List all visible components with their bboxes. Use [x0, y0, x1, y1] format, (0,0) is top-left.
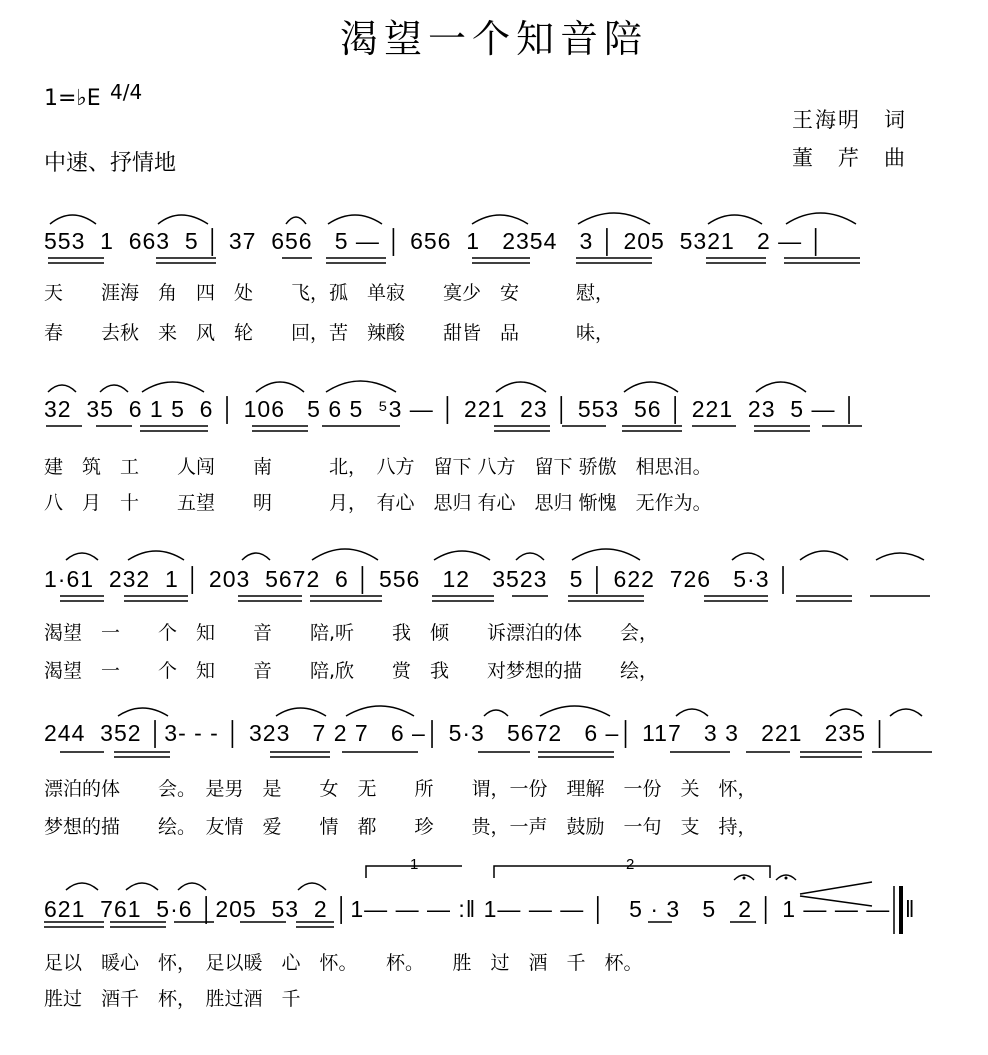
lyrics-line-5-verse-1: 足以 暖心 怀， 足以暖 心 怀。 杯。 胜 过 酒 千 杯。	[44, 952, 643, 974]
lyrics-line-5-verse-2: 胜过 酒千 杯， 胜过酒 千	[44, 988, 301, 1010]
slur-mark	[100, 385, 128, 392]
slur-mark	[142, 382, 204, 392]
slur-mark	[578, 213, 650, 224]
slur-mark	[830, 709, 862, 716]
slur-mark	[178, 883, 206, 890]
composer-credit: 董 芹 曲	[792, 146, 907, 170]
slur-mark	[484, 710, 508, 716]
key-signature: 1=♭E	[44, 86, 101, 111]
slur-mark	[890, 709, 922, 716]
fermata-dot	[743, 877, 746, 880]
slur-mark	[158, 215, 208, 224]
slur-mark	[276, 708, 326, 716]
slur-mark	[540, 706, 610, 716]
slur-mark	[48, 385, 76, 392]
slur-mark	[732, 553, 764, 560]
slur-mark	[286, 217, 306, 224]
notation-line-3: 1·61 232 1 │ 203 5672 6 │ 556 12 3523 5 │ 622 726 5·3 │	[44, 566, 793, 592]
slur-mark	[434, 551, 490, 560]
slur-mark	[326, 381, 396, 392]
tempo-marking: 中速、抒情地	[44, 151, 177, 176]
lyrics-line-4-verse-2: 梦想的描 绘。 友情 爱 情 都 珍 贵，一声 鼓励 一句 支 持，	[44, 816, 757, 838]
lyrics-line-1-verse-1: 天 涯海 角 四 处 飞，孤 单寂 寞少 安 慰，	[44, 282, 615, 304]
slur-mark	[624, 382, 678, 392]
slur-mark	[346, 706, 414, 716]
notation-line-2: 32 35 6 1 5 6 │ 106 5 6 5 ⁵3 — │ 221 23 │ 553 56 │ 221 23 5 — │	[44, 396, 859, 422]
slur-mark	[472, 215, 528, 224]
fermata-dot	[785, 877, 788, 880]
slur-mark	[118, 708, 168, 716]
slur-mark	[496, 382, 546, 392]
slur-mark	[50, 215, 96, 224]
slur-mark	[676, 709, 708, 716]
second-ending-bracket	[494, 866, 770, 878]
slur-mark	[328, 215, 382, 224]
slur-mark	[312, 549, 378, 560]
second-ending-number: 2	[626, 856, 635, 873]
slur-mark	[800, 551, 848, 560]
slur-mark	[128, 551, 184, 560]
song-title: 渴望一个知音陪	[339, 17, 648, 61]
slur-mark	[242, 553, 270, 560]
slur-mark	[66, 553, 98, 560]
slur-mark	[66, 883, 98, 890]
lyrics-line-2-verse-2: 八 月 十 五望 明 月， 有心 思归 有心 思归 惭愧 无作为。	[44, 492, 712, 514]
lyrics-line-1-verse-2: 春 去秋 来 风 轮 回，苦 辣酸 甜皆 品 味，	[44, 322, 615, 344]
slur-mark	[256, 382, 304, 392]
notation-line-4: 244 352 │3- - - │ 323 7 2 7 6 –│ 5·3 5672 6 –│ 117 3 3 221 235 │	[44, 720, 889, 746]
time-signature: 4/4	[110, 80, 143, 104]
lyrics-line-3-verse-1: 渴望 一 个 知 音 陪,听 我 倾 诉漂泊的体 会，	[44, 622, 659, 644]
notation-line-1: 553 1 663 5 │ 37 656 5 — │ 656 1 2354 3 │ 205 5321 2 — │	[44, 228, 825, 254]
lyrics-line-2-verse-1: 建 筑 工 人闯 南 北， 八方 留下 八方 留下 骄傲 相思泪。	[44, 456, 712, 478]
slur-mark	[876, 553, 924, 560]
crescendo-hairpin	[800, 882, 872, 906]
slur-mark	[572, 549, 640, 560]
lyrics-line-3-verse-2: 渴望 一 个 知 音 陪,欣 赏 我 对梦想的描 绘，	[44, 660, 659, 682]
lyrics-line-4-verse-1: 漂泊的体 会。 是男 是 女 无 所 谓，一份 理解 一份 关 怀，	[44, 778, 757, 800]
lyricist-credit: 王海明 词	[792, 108, 907, 132]
slur-mark	[298, 883, 326, 890]
slur-mark	[516, 553, 544, 560]
slur-mark	[756, 382, 806, 392]
first-ending-number: 1	[410, 856, 419, 873]
notation-line-5: 621 761 5·6 │205 53 2 │1— — — :‖ 1— — — │ 5 · 3 5 2 │ 1 — — — ‖	[44, 896, 916, 922]
slur-mark	[786, 213, 856, 224]
slur-mark	[708, 215, 762, 224]
slur-mark	[126, 883, 158, 890]
first-ending-bracket	[366, 866, 462, 878]
